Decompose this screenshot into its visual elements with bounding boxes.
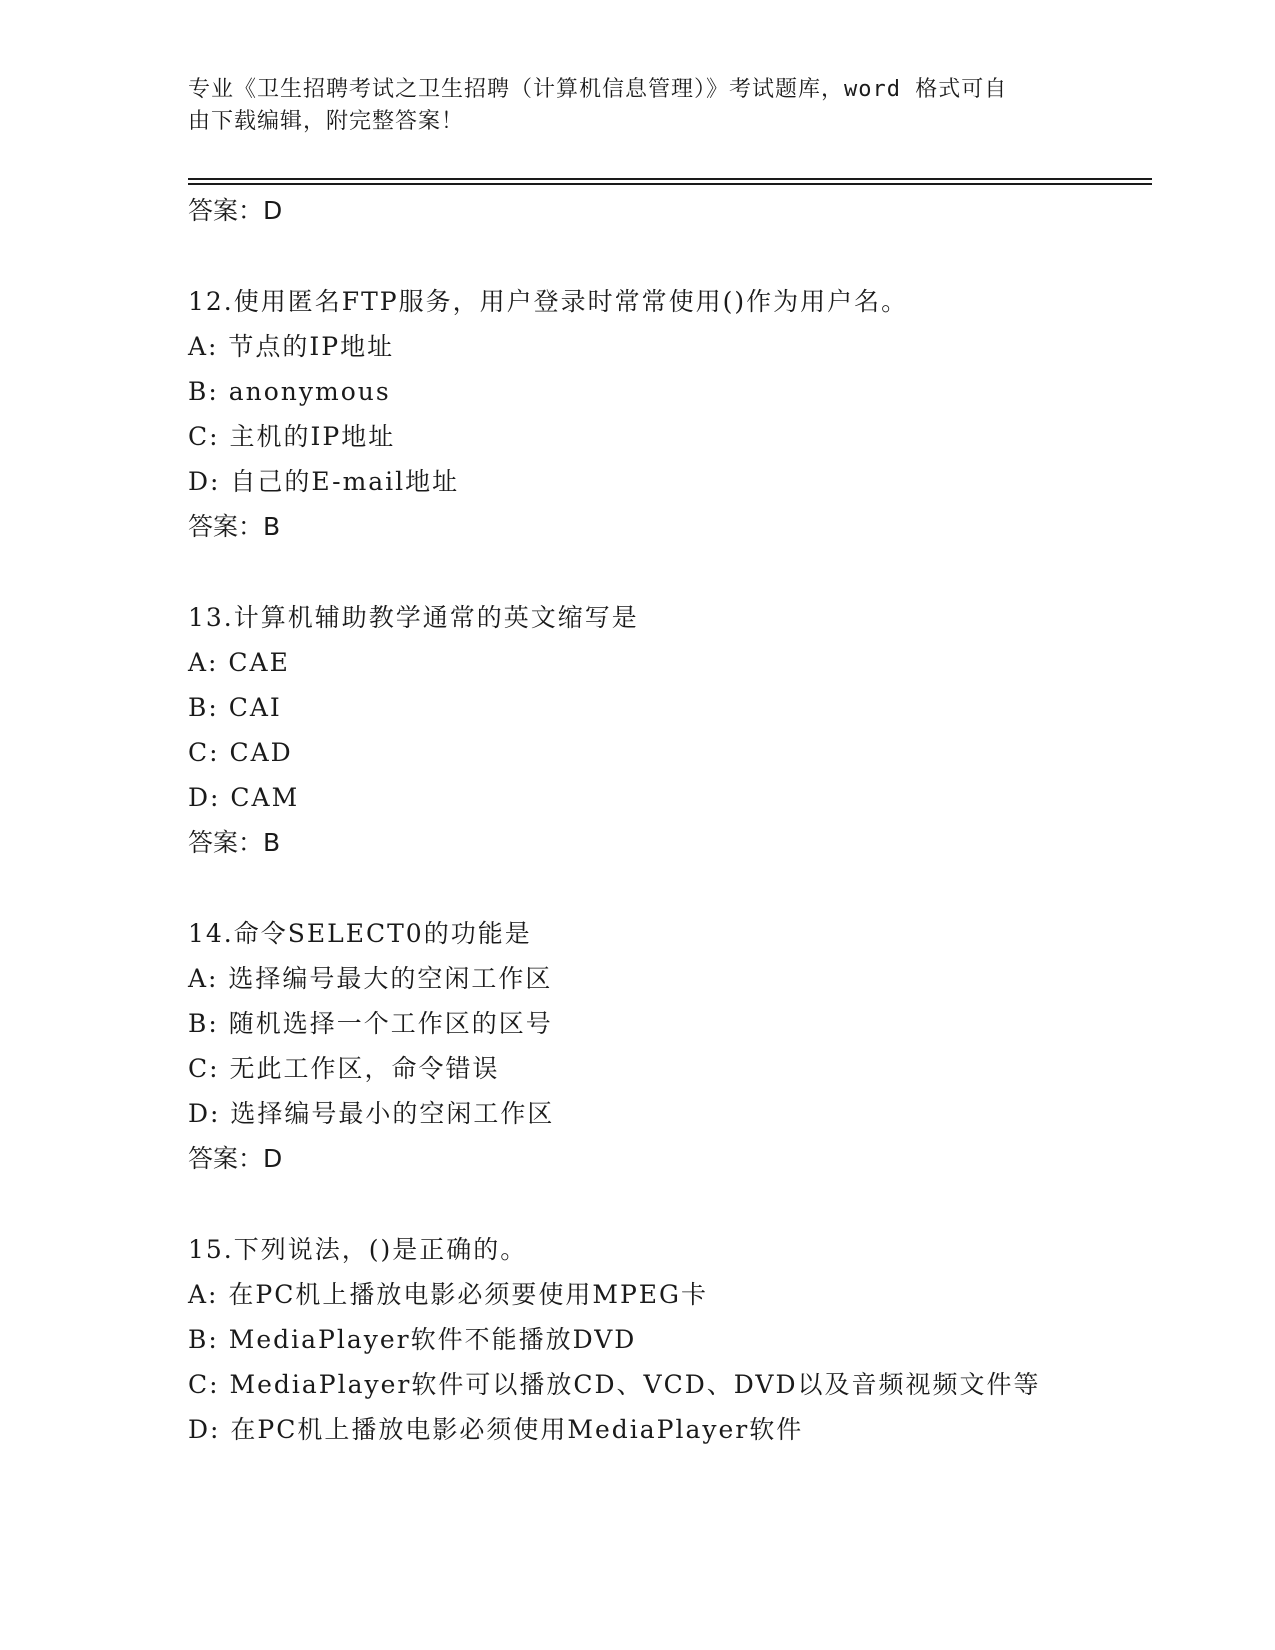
- question-block-12: [188, 279, 1148, 549]
- header-line-2: 由下载编辑，附完整答案！: [188, 109, 465, 134]
- question-block-15: [188, 1227, 1148, 1452]
- question-block-13: [188, 595, 1148, 865]
- option-c: C: 无此工作区，命令错误: [188, 1054, 500, 1083]
- option-d: D: 自己的E-mail地址: [188, 467, 460, 496]
- option-c: C: 主机的IP地址: [188, 422, 396, 451]
- option-d: D: 选择编号最小的空闲工作区: [188, 1099, 555, 1128]
- answer-label: 答案：D: [188, 1144, 283, 1173]
- header-divider-bottom: [188, 183, 1152, 185]
- question-list: [188, 188, 1148, 1452]
- answer-label: 答案：D: [188, 196, 283, 225]
- question-text: 12.使用匿名FTP服务，用户登录时常常使用()作为用户名。: [188, 287, 909, 316]
- option-a: A: 节点的IP地址: [188, 332, 395, 361]
- header-divider-top: [188, 178, 1152, 180]
- answer-label: 答案：B: [188, 512, 281, 541]
- question-text: 13.计算机辅助教学通常的英文缩写是: [188, 603, 639, 632]
- option-a: A: CAE: [188, 648, 290, 677]
- option-c: C: MediaPlayer软件可以播放CD、VCD、DVD以及音频视频文件等: [188, 1370, 1041, 1399]
- question-text: 15.下列说法，()是正确的。: [188, 1235, 528, 1264]
- option-d: D: CAM: [188, 783, 300, 812]
- option-a: A: 选择编号最大的空闲工作区: [188, 964, 553, 993]
- option-d: D: 在PC机上播放电影必须使用MediaPlayer软件: [188, 1415, 804, 1444]
- question-text: 14.命令SELECT0的功能是: [188, 919, 532, 948]
- option-c: C: CAD: [188, 738, 293, 767]
- document-header: [188, 74, 1088, 138]
- option-b: B: CAI: [188, 693, 282, 722]
- option-b: B: 随机选择一个工作区的区号: [188, 1009, 553, 1038]
- option-b: B: anonymous: [188, 377, 391, 406]
- question-block-14: [188, 911, 1148, 1181]
- option-b: B: MediaPlayer软件不能播放DVD: [188, 1325, 637, 1354]
- answer-label: 答案：B: [188, 828, 281, 857]
- option-a: A: 在PC机上播放电影必须要使用MPEG卡: [188, 1280, 709, 1309]
- header-line-1: 专业《卫生招聘考试之卫生招聘（计算机信息管理）》考试题库，word 格式可自: [188, 77, 1008, 102]
